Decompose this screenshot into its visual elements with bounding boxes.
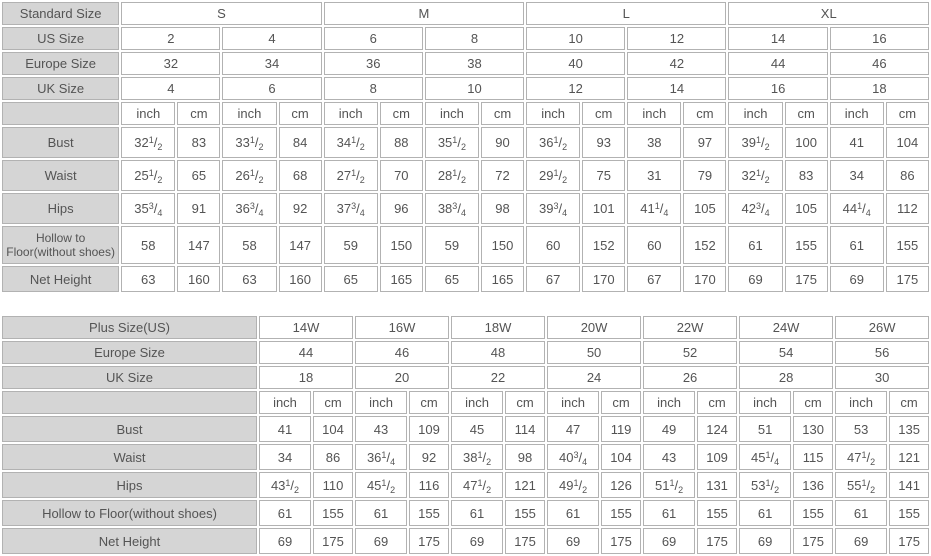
row-label-cell: Hollow to Floor(without shoes) — [2, 226, 119, 264]
measurement-value-cell: 61 — [830, 226, 884, 264]
size-group-cell: 20W — [547, 316, 641, 339]
size-group-row — [2, 2, 929, 25]
size-value-cell: 8 — [425, 27, 524, 50]
measurement-value-cell: 136 — [793, 472, 833, 498]
measurement-value-cell: 175 — [697, 528, 737, 554]
measurement-value-cell: 93 — [582, 127, 625, 158]
measurement-value-cell: 47 — [547, 416, 599, 442]
measurement-value-cell: 104 — [886, 127, 929, 158]
measurement-value-cell: 65 — [324, 266, 378, 292]
measurement-value-cell: 175 — [886, 266, 929, 292]
measurement-value-cell: 109 — [409, 416, 449, 442]
measurement-value-cell: 88 — [380, 127, 423, 158]
unit-cell: cm — [793, 391, 833, 414]
size-value-cell: 40 — [526, 52, 625, 75]
size-value-cell: 2 — [121, 27, 220, 50]
measurement-value-cell: 112 — [886, 193, 929, 224]
measurement-value-cell: 150 — [481, 226, 524, 264]
size-value-cell: 18 — [259, 366, 353, 389]
measurement-value-cell: 63 — [222, 266, 276, 292]
measurement-value-cell: 69 — [451, 528, 503, 554]
measurement-value-cell: 114 — [505, 416, 545, 442]
measurement-value-cell: 155 — [785, 226, 828, 264]
unit-cell: cm — [505, 391, 545, 414]
size-group-row — [2, 316, 929, 339]
size-value-cell: 56 — [835, 341, 929, 364]
size-value-cell: 38 — [425, 52, 524, 75]
measurement-value-cell: 53 — [835, 416, 887, 442]
measurement-value-cell: $26^1/_2$ — [222, 160, 276, 191]
unit-cell: inch — [627, 102, 681, 125]
measurement-value-cell: 59 — [425, 226, 479, 264]
size-value-cell: 6 — [324, 27, 423, 50]
measurement-value-cell: 61 — [643, 500, 695, 526]
unit-cell: inch — [121, 102, 175, 125]
unit-cell: inch — [739, 391, 791, 414]
size-value-cell: 28 — [739, 366, 833, 389]
size-group-cell: 22W — [643, 316, 737, 339]
measurement-value-cell: 105 — [683, 193, 726, 224]
unit-cell: cm — [582, 102, 625, 125]
measurement-value-cell: $36^1/_4$ — [355, 444, 407, 470]
unit-cell: inch — [259, 391, 311, 414]
measurement-value-cell: 61 — [547, 500, 599, 526]
unit-cell: cm — [886, 102, 929, 125]
measurement-value-cell: 160 — [177, 266, 220, 292]
measurement-value-cell: $38^3/_4$ — [425, 193, 479, 224]
size-group-cell: 14W — [259, 316, 353, 339]
measurement-value-cell: 175 — [889, 528, 929, 554]
measurement-value-cell: 152 — [683, 226, 726, 264]
measurement-value-cell: 121 — [505, 472, 545, 498]
unit-cell: cm — [279, 102, 322, 125]
measurement-value-cell: 34 — [830, 160, 884, 191]
size-value-cell: 36 — [324, 52, 423, 75]
size-value-cell: 34 — [222, 52, 321, 75]
measurement-value-cell: $35^1/_2$ — [425, 127, 479, 158]
measurement-value-cell: 155 — [505, 500, 545, 526]
measurement-value-cell: 83 — [177, 127, 220, 158]
measurement-value-cell: 104 — [601, 444, 641, 470]
measurement-value-cell: 34 — [259, 444, 311, 470]
size-value-cell: 48 — [451, 341, 545, 364]
measurement-value-cell: 175 — [409, 528, 449, 554]
size-value-cell: 42 — [627, 52, 726, 75]
measurement-value-cell: 65 — [425, 266, 479, 292]
measurement-value-cell: $32^1/_2$ — [121, 127, 175, 158]
measurement-value-cell: 110 — [313, 472, 353, 498]
measurement-value-cell: $43^1/_2$ — [259, 472, 311, 498]
measurement-value-cell: 124 — [697, 416, 737, 442]
size-value-cell: 22 — [451, 366, 545, 389]
measurement-value-cell: 31 — [627, 160, 681, 191]
size-group-cell: M — [324, 2, 524, 25]
unit-cell: cm — [313, 391, 353, 414]
measurement-value-cell: 69 — [835, 528, 887, 554]
measurement-value-cell: 115 — [793, 444, 833, 470]
measurement-value-cell: 96 — [380, 193, 423, 224]
size-value-cell: 52 — [643, 341, 737, 364]
measurement-value-cell: $45^1/_4$ — [739, 444, 791, 470]
measurement-value-cell: 60 — [627, 226, 681, 264]
measurement-value-cell: $36^3/_4$ — [222, 193, 276, 224]
size-value-cell: 44 — [728, 52, 827, 75]
measurement-value-cell: $28^1/_2$ — [425, 160, 479, 191]
row-label-cell: Standard Size — [2, 2, 119, 25]
size-value-cell: 14 — [728, 27, 827, 50]
measurement-value-cell: 150 — [380, 226, 423, 264]
measurement-value-cell: 155 — [409, 500, 449, 526]
measurement-value-cell: 69 — [643, 528, 695, 554]
measurement-value-cell: 165 — [481, 266, 524, 292]
measurement-value-cell: 84 — [279, 127, 322, 158]
unit-cell: cm — [889, 391, 929, 414]
measurement-value-cell: 165 — [380, 266, 423, 292]
unit-cell: inch — [830, 102, 884, 125]
size-row — [2, 341, 929, 364]
measurement-value-cell: 63 — [121, 266, 175, 292]
size-value-cell: 44 — [259, 341, 353, 364]
measurement-value-cell: 49 — [643, 416, 695, 442]
measurement-value-cell: 131 — [697, 472, 737, 498]
measurement-value-cell: 83 — [785, 160, 828, 191]
measurement-value-cell: 175 — [505, 528, 545, 554]
row-label-cell: UK Size — [2, 366, 257, 389]
measurement-value-cell: 116 — [409, 472, 449, 498]
measurement-value-cell: 160 — [279, 266, 322, 292]
measurement-value-cell: 105 — [785, 193, 828, 224]
unit-cell: inch — [355, 391, 407, 414]
measurement-value-cell: 69 — [547, 528, 599, 554]
unit-cell: cm — [601, 391, 641, 414]
measurement-value-cell: 155 — [313, 500, 353, 526]
unit-cell: cm — [177, 102, 220, 125]
measurement-value-cell: 147 — [177, 226, 220, 264]
measurement-value-cell: 61 — [728, 226, 782, 264]
measurement-value-cell: 98 — [505, 444, 545, 470]
measurement-value-cell: $38^1/_2$ — [451, 444, 503, 470]
measurement-value-cell: 109 — [697, 444, 737, 470]
measurement-row — [2, 160, 929, 191]
unit-cell: cm — [481, 102, 524, 125]
measurement-value-cell: 43 — [643, 444, 695, 470]
unit-cell: inch — [324, 102, 378, 125]
row-label-cell: UK Size — [2, 77, 119, 100]
size-value-cell: 10 — [526, 27, 625, 50]
measurement-value-cell: 67 — [627, 266, 681, 292]
row-label-cell: Plus Size(US) — [2, 316, 257, 339]
measurement-value-cell: 175 — [785, 266, 828, 292]
measurement-value-cell: $36^1/_2$ — [526, 127, 580, 158]
measurement-value-cell: 92 — [409, 444, 449, 470]
measurement-value-cell: $53^1/_2$ — [739, 472, 791, 498]
size-value-cell: 10 — [425, 77, 524, 100]
measurement-value-cell: 175 — [313, 528, 353, 554]
size-value-cell: 30 — [835, 366, 929, 389]
measurement-value-cell: 126 — [601, 472, 641, 498]
unit-cell: cm — [697, 391, 737, 414]
measurement-value-cell: 61 — [835, 500, 887, 526]
measurement-row — [2, 193, 929, 224]
unit-cell: cm — [409, 391, 449, 414]
measurement-value-cell: 69 — [259, 528, 311, 554]
measurement-row — [2, 416, 929, 442]
size-value-cell: 54 — [739, 341, 833, 364]
size-group-cell: 18W — [451, 316, 545, 339]
unit-cell: inch — [451, 391, 503, 414]
row-label-cell: Waist — [2, 160, 119, 191]
size-value-cell: 26 — [643, 366, 737, 389]
size-value-cell: 6 — [222, 77, 321, 100]
row-label-cell: Hips — [2, 193, 119, 224]
measurement-value-cell: 97 — [683, 127, 726, 158]
size-value-cell: 12 — [526, 77, 625, 100]
measurement-value-cell: 141 — [889, 472, 929, 498]
measurement-value-cell: 155 — [601, 500, 641, 526]
measurement-value-cell: 170 — [582, 266, 625, 292]
measurement-value-cell: $37^3/_4$ — [324, 193, 378, 224]
measurement-value-cell: 152 — [582, 226, 625, 264]
measurement-value-cell: 175 — [793, 528, 833, 554]
size-value-cell: 18 — [830, 77, 929, 100]
measurement-value-cell: 155 — [697, 500, 737, 526]
row-label-cell: Bust — [2, 416, 257, 442]
measurement-value-cell: $45^1/_2$ — [355, 472, 407, 498]
size-value-cell: 46 — [355, 341, 449, 364]
row-label-cell: Hips — [2, 472, 257, 498]
measurement-row — [2, 444, 929, 470]
measurement-value-cell: $40^3/_4$ — [547, 444, 599, 470]
measurement-value-cell: 130 — [793, 416, 833, 442]
measurement-value-cell: 68 — [279, 160, 322, 191]
measurement-value-cell: 90 — [481, 127, 524, 158]
size-row — [2, 27, 929, 50]
measurement-value-cell: 98 — [481, 193, 524, 224]
measurement-value-cell: $47^1/_2$ — [451, 472, 503, 498]
measurement-value-cell: $34^1/_2$ — [324, 127, 378, 158]
measurement-value-cell: $47^1/_2$ — [835, 444, 887, 470]
measurement-value-cell: 79 — [683, 160, 726, 191]
unit-cell: inch — [425, 102, 479, 125]
measurement-value-cell: $35^3/_4$ — [121, 193, 175, 224]
row-label-cell: Europe Size — [2, 52, 119, 75]
measurement-value-cell: 75 — [582, 160, 625, 191]
unit-cell: inch — [643, 391, 695, 414]
size-value-cell: 8 — [324, 77, 423, 100]
measurement-value-cell: 61 — [259, 500, 311, 526]
measurement-value-cell: 60 — [526, 226, 580, 264]
size-value-cell: 12 — [627, 27, 726, 50]
measurement-value-cell: 51 — [739, 416, 791, 442]
measurement-value-cell: $39^3/_4$ — [526, 193, 580, 224]
measurement-value-cell: 104 — [313, 416, 353, 442]
measurement-row — [2, 500, 929, 526]
measurement-value-cell: 45 — [451, 416, 503, 442]
measurement-value-cell: 61 — [451, 500, 503, 526]
unit-row — [2, 102, 929, 125]
measurement-value-cell: 101 — [582, 193, 625, 224]
measurement-value-cell: 41 — [259, 416, 311, 442]
measurement-row — [2, 226, 929, 264]
measurement-value-cell: 121 — [889, 444, 929, 470]
measurement-value-cell: $41^1/_4$ — [627, 193, 681, 224]
measurement-value-cell: 65 — [177, 160, 220, 191]
measurement-row — [2, 127, 929, 158]
row-label-cell-empty — [2, 102, 119, 125]
measurement-value-cell: 86 — [313, 444, 353, 470]
measurement-value-cell: 58 — [121, 226, 175, 264]
size-value-cell: 32 — [121, 52, 220, 75]
measurement-value-cell: 86 — [886, 160, 929, 191]
size-value-cell: 20 — [355, 366, 449, 389]
measurement-value-cell: $27^1/_2$ — [324, 160, 378, 191]
measurement-value-cell: 38 — [627, 127, 681, 158]
measurement-value-cell: 147 — [279, 226, 322, 264]
unit-row — [2, 391, 929, 414]
measurement-value-cell: 155 — [793, 500, 833, 526]
size-group-cell: XL — [728, 2, 929, 25]
measurement-value-cell: 72 — [481, 160, 524, 191]
measurement-value-cell: $55^1/_2$ — [835, 472, 887, 498]
size-group-cell: S — [121, 2, 321, 25]
measurement-value-cell: $25^1/_2$ — [121, 160, 175, 191]
row-label-cell-empty — [2, 391, 257, 414]
size-value-cell: 14 — [627, 77, 726, 100]
measurement-value-cell: 155 — [886, 226, 929, 264]
measurement-value-cell: 119 — [601, 416, 641, 442]
row-label-cell: Bust — [2, 127, 119, 158]
measurement-value-cell: 175 — [601, 528, 641, 554]
unit-cell: inch — [222, 102, 276, 125]
measurement-value-cell: $42^3/_4$ — [728, 193, 782, 224]
size-value-cell: 46 — [830, 52, 929, 75]
measurement-value-cell: 92 — [279, 193, 322, 224]
measurement-value-cell: 91 — [177, 193, 220, 224]
measurement-value-cell: 100 — [785, 127, 828, 158]
measurement-value-cell: 43 — [355, 416, 407, 442]
measurement-value-cell: $39^1/_2$ — [728, 127, 782, 158]
measurement-value-cell: 135 — [889, 416, 929, 442]
measurement-value-cell: 58 — [222, 226, 276, 264]
measurement-value-cell: $49^1/_2$ — [547, 472, 599, 498]
measurement-value-cell: $29^1/_2$ — [526, 160, 580, 191]
size-row — [2, 366, 929, 389]
measurement-row — [2, 472, 929, 498]
measurement-value-cell: 70 — [380, 160, 423, 191]
measurement-value-cell: 69 — [739, 528, 791, 554]
measurement-value-cell: 67 — [526, 266, 580, 292]
size-value-cell: 4 — [222, 27, 321, 50]
measurement-value-cell: 61 — [355, 500, 407, 526]
unit-cell: cm — [785, 102, 828, 125]
unit-cell: cm — [380, 102, 423, 125]
unit-cell: inch — [526, 102, 580, 125]
measurement-value-cell: 170 — [683, 266, 726, 292]
size-group-cell: 26W — [835, 316, 929, 339]
measurement-value-cell: 69 — [830, 266, 884, 292]
measurement-row — [2, 528, 929, 554]
size-value-cell: 24 — [547, 366, 641, 389]
measurement-value-cell: 69 — [728, 266, 782, 292]
measurement-value-cell: $32^1/_2$ — [728, 160, 782, 191]
row-label-cell: Hollow to Floor(without shoes) — [2, 500, 257, 526]
size-group-cell: L — [526, 2, 726, 25]
row-label-cell: US Size — [2, 27, 119, 50]
size-value-cell: 50 — [547, 341, 641, 364]
unit-cell: inch — [728, 102, 782, 125]
measurement-value-cell: $51^1/_2$ — [643, 472, 695, 498]
unit-cell: cm — [683, 102, 726, 125]
unit-cell: inch — [835, 391, 887, 414]
row-label-cell: Waist — [2, 444, 257, 470]
row-label-cell: Net Height — [2, 528, 257, 554]
measurement-value-cell: 155 — [889, 500, 929, 526]
size-value-cell: 4 — [121, 77, 220, 100]
size-group-cell: 16W — [355, 316, 449, 339]
measurement-value-cell: 41 — [830, 127, 884, 158]
row-label-cell: Net Height — [2, 266, 119, 292]
measurement-value-cell: 59 — [324, 226, 378, 264]
size-row — [2, 77, 929, 100]
unit-cell: inch — [547, 391, 599, 414]
measurement-row — [2, 266, 929, 292]
size-row — [2, 52, 929, 75]
row-label-cell: Europe Size — [2, 341, 257, 364]
measurement-value-cell: 69 — [355, 528, 407, 554]
table-gap — [0, 294, 931, 314]
measurement-value-cell: $44^1/_4$ — [830, 193, 884, 224]
measurement-value-cell: 61 — [739, 500, 791, 526]
size-value-cell: 16 — [728, 77, 827, 100]
size-value-cell: 16 — [830, 27, 929, 50]
size-group-cell: 24W — [739, 316, 833, 339]
measurement-value-cell: $33^1/_2$ — [222, 127, 276, 158]
